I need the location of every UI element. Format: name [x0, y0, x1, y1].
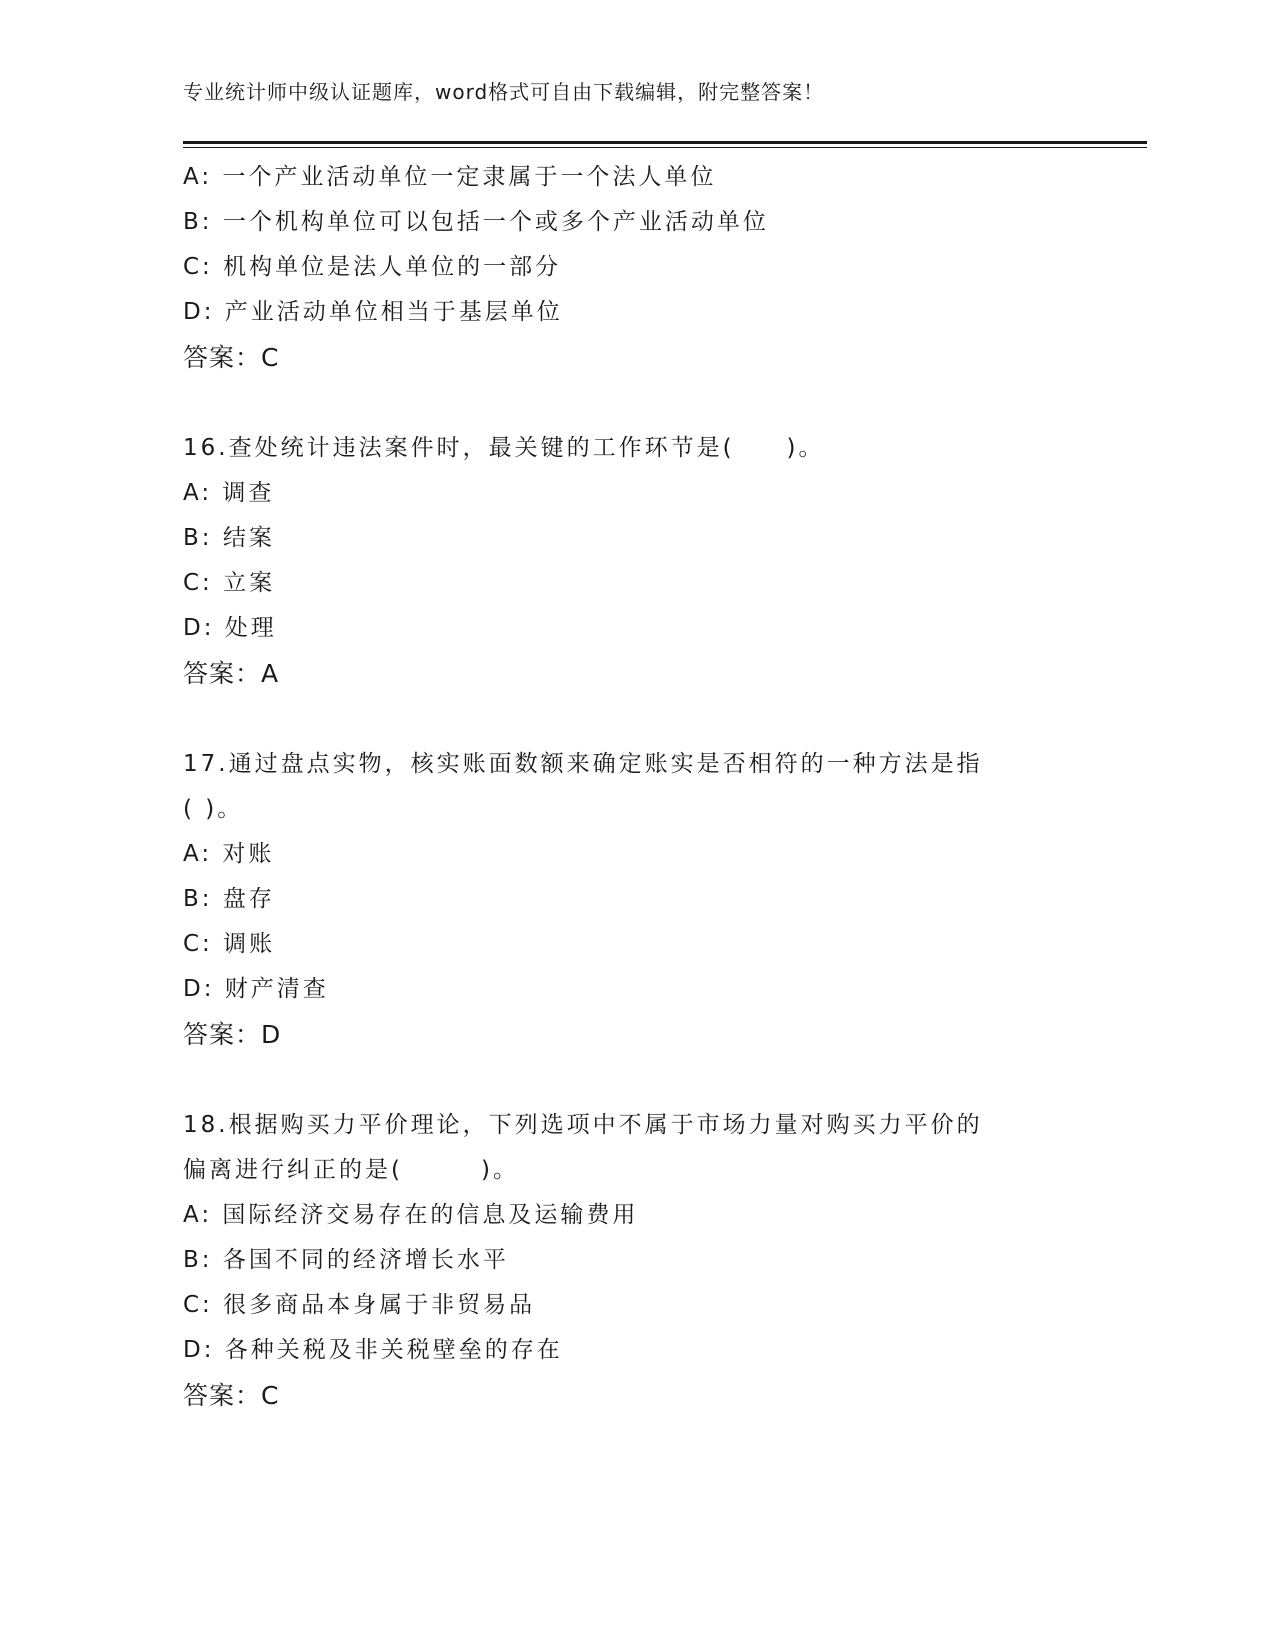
question-stem: 16.查处统计违法案件时，最关键的工作环节是( )。 [183, 435, 825, 461]
option-c: C: 调账 [183, 931, 276, 957]
question-stem: 17.通过盘点实物，核实账面数额来确定账实是否相符的一种方法是指 [183, 751, 983, 777]
option-d: D: 财产清查 [183, 976, 329, 1002]
question-stem-continued: 偏离进行纠正的是( )。 [183, 1157, 519, 1183]
question-block [183, 426, 1083, 696]
page-header: 专业统计师中级认证题库，word格式可自由下载编辑，附完整答案！ [183, 80, 825, 104]
option-a: A: 调查 [183, 480, 275, 506]
answer-line: 答案：C [183, 1381, 280, 1410]
question-block [183, 742, 1083, 1057]
header-divider-thick [183, 141, 1147, 144]
option-c: C: 很多商品本身属于非贸易品 [183, 1292, 536, 1318]
question-stem-continued: ( )。 [183, 796, 244, 822]
header-divider-thin [183, 147, 1147, 148]
option-a: A: 国际经济交易存在的信息及运输费用 [183, 1202, 639, 1228]
question-stem: 18.根据购买力平价理论，下列选项中不属于市场力量对购买力平价的 [183, 1112, 983, 1138]
option-c: C: 立案 [183, 570, 276, 596]
option-b: B: 各国不同的经济增长水平 [183, 1247, 509, 1273]
option-a: A: 对账 [183, 841, 275, 867]
spacer [183, 380, 1083, 426]
answer-line: 答案：C [183, 343, 280, 372]
option-d: D: 产业活动单位相当于基层单位 [183, 299, 563, 325]
question-list [183, 155, 1083, 1418]
answer-line: 答案：A [183, 659, 280, 688]
spacer [183, 1057, 1083, 1103]
option-d: D: 处理 [183, 615, 277, 641]
spacer [183, 696, 1083, 742]
option-d: D: 各种关税及非关税壁垒的存在 [183, 1337, 563, 1363]
option-a: A: 一个产业活动单位一定隶属于一个法人单位 [183, 164, 717, 190]
option-b: B: 结案 [183, 525, 275, 551]
option-b: B: 盘存 [183, 886, 275, 912]
option-c: C: 机构单位是法人单位的一部分 [183, 254, 562, 280]
option-b: B: 一个机构单位可以包括一个或多个产业活动单位 [183, 209, 769, 235]
question-block [183, 155, 1083, 380]
question-block [183, 1103, 1083, 1418]
answer-line: 答案：D [183, 1020, 282, 1049]
